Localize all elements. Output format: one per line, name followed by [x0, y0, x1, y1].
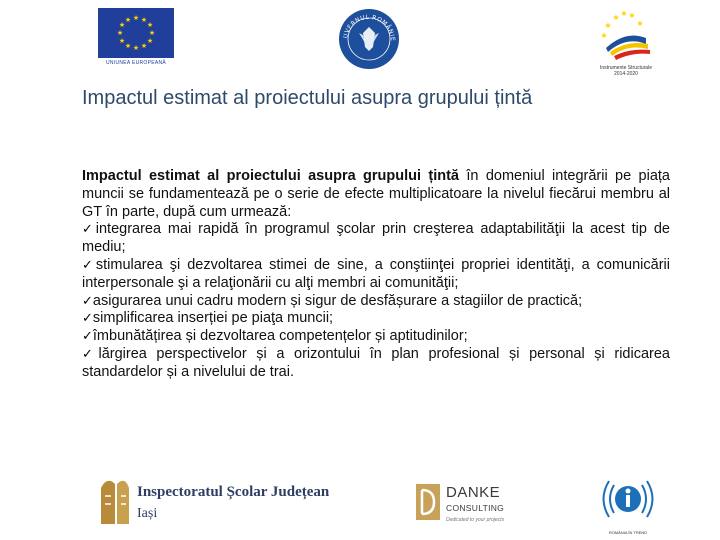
eu-caption: UNIUNEA EUROPEANĂ: [105, 60, 167, 66]
list-item: [82, 257, 670, 293]
danke-emblem-icon: [414, 480, 442, 524]
intro-paragraph: [82, 168, 670, 221]
list-item-text: lărgirea perspectivelor și a orizontului în plan profesional și personal și ridicarea standardelor și a nivelului de trai.: [82, 345, 670, 380]
list-item: [82, 310, 670, 328]
list-item-text: integrarea mai rapidă în programul şcolar prin creşterea adaptabilităţii la acest tip de mediu;: [82, 221, 670, 256]
svg-text:★: ★: [124, 16, 132, 24]
checkmark-icon: ✓: [82, 222, 96, 238]
intro-text: în domeniul integrării pe piața muncii se fundamentează pe o serie de efecte multiplicatoare la nivelul fiecărui membru al GT în parte, după cum urmează:: [82, 168, 670, 220]
isj-iasi-logo: [97, 474, 330, 528]
intro-bold: Impactul estimat al proiectului asupra grupului țintă: [82, 168, 459, 184]
checkmark-icon: ✓: [82, 257, 96, 273]
svg-text:★: ★: [146, 21, 154, 29]
svg-text:★: ★: [612, 13, 620, 22]
svg-text:★: ★: [636, 19, 644, 28]
danke-name: DANKE: [446, 484, 501, 501]
list-item: [82, 346, 670, 382]
info-icon: [598, 475, 658, 525]
svg-text:★: ★: [148, 29, 156, 37]
slide-body: [82, 168, 670, 382]
list-item-text: stimularea şi dezvoltarea stimei de sine, a conştiinţei propriei identităţi, a comunicării interpersonale şi a relaţionării cu alţi membri ai comunităţii;: [82, 256, 670, 291]
list-item-text: simplificarea inserției pe piaţa muncii;: [92, 310, 334, 327]
list-item: [82, 293, 670, 311]
list-item-text: asigurarea unui cadru modern și sigur de desfășurare a stagiilor de practică;: [92, 292, 583, 309]
checkmark-icon: ✓: [82, 311, 93, 327]
svg-text:★: ★: [140, 16, 148, 24]
svg-text:★: ★: [132, 44, 140, 52]
isj-city: Iași: [137, 506, 158, 521]
checkmark-icon: ✓: [82, 346, 99, 362]
isj-name: Inspectoratul Școlar Județean: [137, 484, 330, 500]
romanian-government-logo: [337, 7, 401, 71]
gov-logo-text: UVERNUL ROMÂNIE: [342, 13, 397, 42]
svg-text:★: ★: [146, 37, 154, 45]
danke-consulting-logo: [414, 480, 510, 530]
danke-subtitle: CONSULTING: [446, 503, 505, 513]
svg-text:★: ★: [140, 42, 148, 50]
svg-text:★: ★: [118, 21, 126, 29]
eu-logo: [98, 8, 174, 68]
svg-text:★: ★: [620, 9, 628, 18]
list-item: [82, 221, 670, 257]
svg-text:★: ★: [600, 31, 608, 40]
danke-tagline: Dedicated to your projects: [446, 517, 505, 523]
svg-text:★: ★: [118, 37, 126, 45]
list-item: [82, 328, 670, 346]
svg-text:★: ★: [132, 14, 140, 22]
isj-emblem-icon: [97, 474, 133, 526]
checkmark-icon: ✓: [82, 329, 93, 345]
structural-instruments-logo: [586, 8, 666, 80]
info-point-logo: [598, 475, 658, 533]
svg-text:★: ★: [124, 42, 132, 50]
fs-caption-1: Instrumente Structurale: [600, 65, 652, 71]
svg-text:★: ★: [628, 11, 636, 20]
svg-text:★: ★: [604, 21, 612, 30]
checkmark-icon: ✓: [82, 293, 93, 309]
list-item-text: îmbunătățirea și dezvoltarea competențelor și aptitudinilor;: [92, 328, 468, 345]
eu-flag-icon: [98, 8, 174, 58]
fs-caption-2: 2014-2020: [614, 71, 638, 77]
page-title: Impactul estimat al proiectului asupra grupului țintă: [82, 87, 533, 109]
svg-text:★: ★: [116, 29, 124, 37]
info-caption: ROMÂNIA ÎN TREND: [608, 530, 648, 535]
